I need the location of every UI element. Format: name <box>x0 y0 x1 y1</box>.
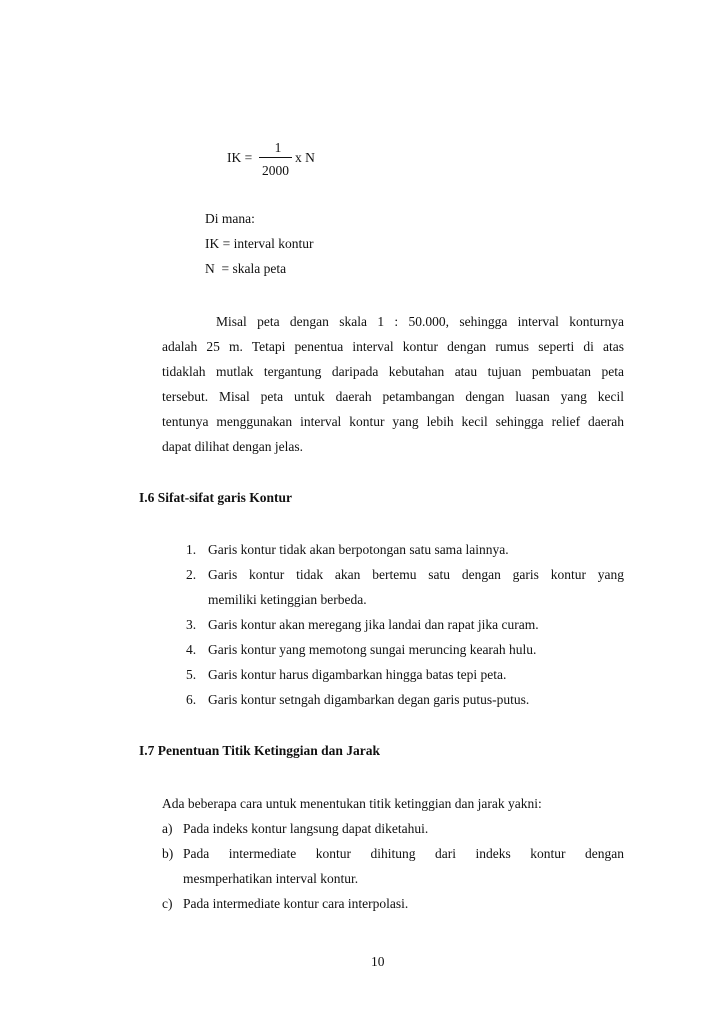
formula-rhs: x N <box>295 150 315 165</box>
list-item: Garis kontur yang memotong sungai meruncing kearah hulu. <box>208 642 537 657</box>
paragraph-body <box>162 334 624 459</box>
list-item <box>183 841 624 891</box>
fraction-bar <box>259 157 292 158</box>
list-item-line: mesmperhatikan interval kontur. <box>183 871 359 886</box>
where-intro: Di mana: <box>205 211 255 226</box>
paragraph-line: dapat dilihat dengan jelas. <box>162 439 303 454</box>
paragraph-line: tentunya menggunakan interval kontur yang lebih kecil sehingga relief daerah <box>162 414 624 429</box>
list-item: Pada intermediate kontur cara interpolasi. <box>183 896 409 911</box>
list-number: 1. <box>186 542 197 557</box>
where-item: N = skala peta <box>205 261 287 276</box>
paragraph-line: Misal peta dengan skala 1 : 50.000, sehingga interval konturnya <box>216 314 624 329</box>
list-number: 6. <box>186 692 197 707</box>
list-number: 5. <box>186 667 197 682</box>
where-item: IK = interval kontur <box>205 236 314 251</box>
list-item: Garis kontur tidak akan berpotongan satu sama lainnya. <box>208 542 509 557</box>
paragraph-line: tersebut. Misal peta untuk daerah petambangan dengan luasan yang kecil <box>162 389 624 404</box>
section-intro: Ada beberapa cara untuk menentukan titik ketinggian dan jarak yakni: <box>162 796 542 811</box>
list-number: 3. <box>186 617 197 632</box>
list-number: 4. <box>186 642 197 657</box>
list-item <box>208 562 624 612</box>
list-item-line: memiliki ketinggian berbeda. <box>208 592 367 607</box>
list-item-line: Garis kontur tidak akan bertemu satu dengan garis kontur yang <box>208 567 624 582</box>
formula-lhs: IK = <box>227 150 253 165</box>
formula-numerator: 1 <box>274 140 282 155</box>
formula-denominator: 2000 <box>262 163 289 178</box>
list-number: 2. <box>186 567 197 582</box>
section-heading: I.7 Penentuan Titik Ketinggian dan Jarak <box>139 743 381 758</box>
list-item: Pada indeks kontur langsung dapat diketahui. <box>183 821 429 836</box>
paragraph-line: adalah 25 m. Tetapi penentua interval kontur dengan rumus seperti di atas <box>162 339 624 354</box>
list-label: a) <box>162 821 173 836</box>
list-item: Garis kontur setngah digambarkan degan garis putus-putus. <box>208 692 530 707</box>
list-label: c) <box>162 896 173 911</box>
list-item: Garis kontur harus digambarkan hingga batas tepi peta. <box>208 667 507 682</box>
list-item-line: Pada intermediate kontur dihitung dari indeks kontur dengan <box>183 846 624 861</box>
paragraph <box>162 309 624 334</box>
paragraph-line: tidaklah mutlak tergantung daripada kebutahan atau tujuan pembuatan peta <box>162 364 624 379</box>
list-label: b) <box>162 846 174 861</box>
page-number: 10 <box>371 954 385 969</box>
list-item: Garis kontur akan meregang jika landai dan rapat jika curam. <box>208 617 539 632</box>
section-heading: I.6 Sifat-sifat garis Kontur <box>139 490 292 505</box>
